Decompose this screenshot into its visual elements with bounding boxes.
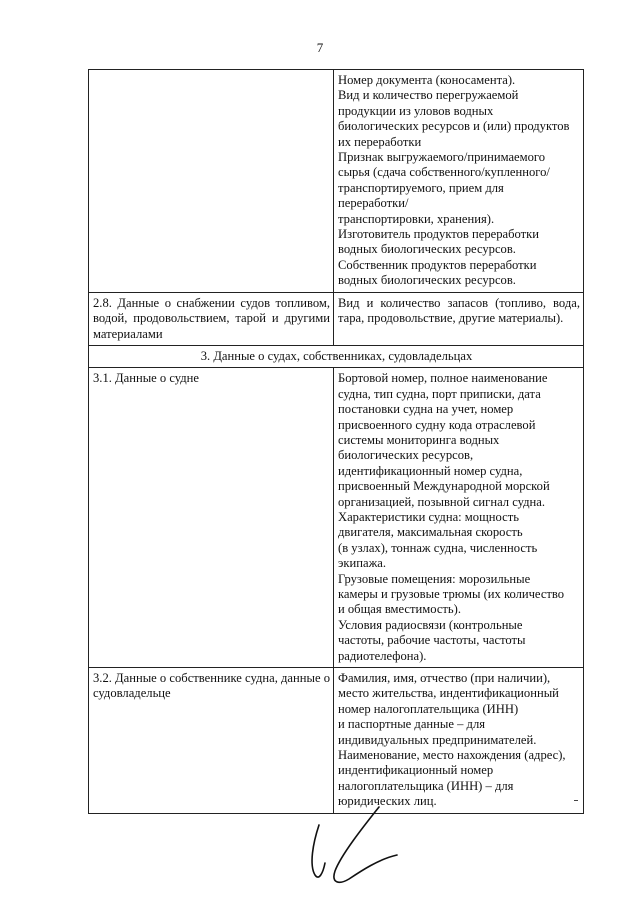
text-line: переработки/: [338, 196, 409, 211]
row-value-vessel: [334, 368, 584, 668]
table-cell-right: [334, 70, 584, 293]
text-line: индивидуальных предпринимателей.: [338, 732, 537, 747]
text-line: транспортируемого, прием для: [338, 180, 504, 195]
text-line: Грузовые помещения: морозильные: [338, 571, 531, 586]
text-line: судна, тип судна, порт приписки, дата: [338, 386, 541, 401]
text-line: биологических ресурсов и (или) продуктов: [338, 119, 570, 134]
text-line: биологических ресурсов,: [338, 448, 474, 463]
text-line: Вид и количество перегружаемой: [338, 88, 519, 103]
text-line: водных биологических ресурсов.: [338, 242, 516, 257]
text-line: налогоплательщика (ИНН) – для: [338, 778, 514, 793]
text-line: системы мониторинга водных: [338, 432, 500, 447]
text-line: радиотелефона).: [338, 648, 427, 663]
handwritten-signature: [305, 803, 400, 898]
text-line: индентификационный номер: [338, 763, 494, 778]
text-line: экипажа.: [338, 556, 387, 571]
table-row: [89, 368, 584, 668]
table-cell-left: [89, 70, 334, 293]
text-line: Условия радиосвязи (контрольные: [338, 617, 523, 632]
text-line: продукции из уловов водных: [338, 103, 494, 118]
text-line: организацией, позывной сигнал судна.: [338, 494, 546, 509]
section-header: 3. Данные о судах, собственниках, судовладельцах: [89, 345, 584, 367]
text-line: частоты, рабочие частоты, частоты: [338, 633, 526, 648]
table-row: [89, 668, 584, 814]
text-line: двигателя, максимальная скорость: [338, 525, 523, 540]
text-line: сырья (сдача собственного/купленного/: [338, 165, 550, 180]
table-row: [89, 70, 584, 293]
table-row: [89, 292, 584, 345]
text-line: место жительства, индентификационный: [338, 686, 559, 701]
text-line: присвоенный Международной морской: [338, 479, 550, 494]
document-table: [88, 69, 584, 814]
row-label-vessel: 3.1. Данные о судне: [89, 368, 334, 668]
text-line: Фамилия, имя, отчество (при наличии),: [338, 671, 551, 686]
text-line: транспортировки, хранения).: [338, 211, 495, 226]
text-line: Изготовитель продуктов переработки: [338, 227, 540, 242]
text-line: Признак выгружаемого/принимаемого: [338, 150, 546, 165]
text-line: водных биологических ресурсов.: [338, 273, 516, 288]
text-line: их переработки: [338, 134, 422, 149]
text-line: юридических лиц.: [338, 794, 437, 809]
row-value-supply: Вид и количество запасов (топливо, вода, тара, продовольствие, другие материалы).: [334, 292, 584, 345]
text-line: (в узлах), тоннаж судна, численность: [338, 540, 538, 555]
row-label-owner: 3.2. Данные о собственнике судна, данные о судовладельце: [89, 668, 334, 814]
text-line: камеры и грузовые трюмы (их количество: [338, 587, 565, 601]
text-line: Характеристики судна: мощность: [338, 509, 519, 524]
row-label-supply: 2.8. Данные о снабжении судов топливом, водой, продовольствием, тарой и другими материалами: [89, 292, 334, 345]
text-line: и паспортные данные – для: [338, 717, 486, 732]
stray-mark: [574, 800, 578, 801]
text-line: идентификационный номер судна,: [338, 463, 523, 478]
row-value-owner: [334, 668, 584, 814]
section-header-row: [89, 345, 584, 367]
text-line: Собственник продуктов переработки: [338, 257, 537, 272]
text-line: постановки судна на учет, номер: [338, 402, 514, 417]
page-number: 7: [316, 40, 324, 55]
text-line: и общая вместимость).: [338, 602, 462, 617]
text-line: номер налогоплательщика (ИНН): [338, 701, 519, 716]
text-line: Наименование, место нахождения (адрес),: [338, 748, 566, 763]
text-line: присвоенного судну кода отраслевой: [338, 417, 536, 432]
text-line: Номер документа (коносамента).: [338, 73, 516, 87]
text-line: Бортовой номер, полное наименование: [338, 371, 548, 386]
